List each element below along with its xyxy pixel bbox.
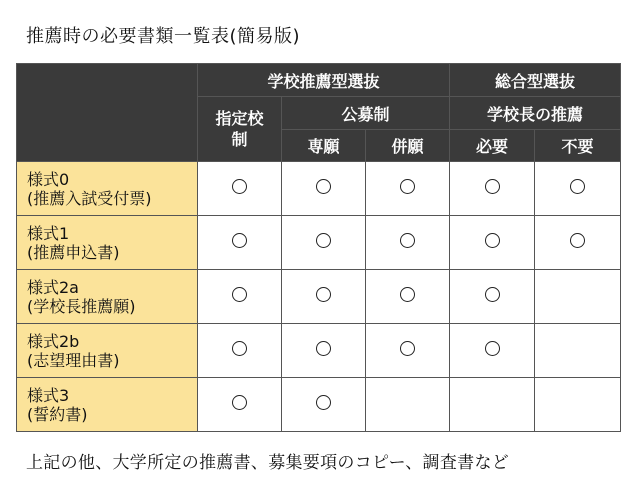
header-sub-3: 不要: [535, 130, 621, 162]
mark-cell: [282, 270, 366, 324]
mark-cell: [366, 324, 450, 378]
mark-cell: [366, 216, 450, 270]
row-form-description: (学校長推薦願): [27, 296, 136, 316]
header-designated-label: 指定校制: [215, 109, 264, 149]
mark-cell: [282, 378, 366, 432]
row-form-description: (志望理由書): [27, 350, 120, 370]
mark-cell: [282, 216, 366, 270]
required-circle-icon: [400, 233, 415, 248]
mark-cell: [366, 162, 450, 216]
row-label: [17, 162, 198, 216]
mark-cell: [450, 324, 535, 378]
required-circle-icon: [400, 287, 415, 302]
mark-cell: [450, 216, 535, 270]
required-circle-icon: [485, 233, 500, 248]
documents-table: [16, 63, 621, 432]
required-circle-icon: [232, 287, 247, 302]
mark-cell: [535, 270, 621, 324]
footer-note: 上記の他、大学所定の推薦書、募集要項のコピー、調査書など: [26, 453, 510, 473]
table-row: [17, 324, 621, 378]
required-circle-icon: [316, 341, 331, 356]
required-circle-icon: [232, 233, 247, 248]
mark-cell: [198, 324, 282, 378]
row-label: [17, 270, 198, 324]
mark-cell: [282, 162, 366, 216]
header-sub-2: 必要: [450, 130, 535, 162]
required-circle-icon: [485, 287, 500, 302]
mark-cell: [535, 378, 621, 432]
required-circle-icon: [316, 287, 331, 302]
mark-cell: [366, 270, 450, 324]
mark-cell: [198, 162, 282, 216]
header-comprehensive: 総合型選抜: [450, 64, 621, 97]
row-form-description: (推薦申込書): [27, 242, 120, 262]
row-label: [17, 378, 198, 432]
required-circle-icon: [316, 395, 331, 410]
required-circle-icon: [316, 179, 331, 194]
required-circle-icon: [232, 341, 247, 356]
required-circle-icon: [400, 341, 415, 356]
row-label: [17, 324, 198, 378]
required-circle-icon: [485, 341, 500, 356]
required-circle-icon: [232, 395, 247, 410]
required-circle-icon: [570, 233, 585, 248]
required-circle-icon: [485, 179, 500, 194]
required-circle-icon: [400, 179, 415, 194]
mark-cell: [198, 378, 282, 432]
row-form-description: (推薦入試受付票): [27, 188, 152, 208]
required-circle-icon: [570, 179, 585, 194]
corner-header: [17, 64, 198, 162]
table-row: [17, 270, 621, 324]
required-circle-icon: [232, 179, 247, 194]
table-row: [17, 162, 621, 216]
mark-cell: [366, 378, 450, 432]
mark-cell: [282, 324, 366, 378]
mark-cell: [535, 162, 621, 216]
row-form-name: 様式2a: [27, 277, 79, 297]
table-row: [17, 216, 621, 270]
header-principal: 学校長の推薦: [450, 97, 621, 130]
mark-cell: [535, 216, 621, 270]
mark-cell: [198, 270, 282, 324]
header-sub-0: 専願: [282, 130, 366, 162]
mark-cell: [450, 378, 535, 432]
page-title: 推薦時の必要書類一覧表(簡易版): [26, 26, 301, 47]
required-circle-icon: [316, 233, 331, 248]
mark-cell: [450, 162, 535, 216]
row-form-name: 様式3: [27, 385, 70, 405]
header-designated: [198, 97, 282, 162]
header-school-recommendation: 学校推薦型選抜: [198, 64, 450, 97]
table-row: [17, 378, 621, 432]
mark-cell: [450, 270, 535, 324]
header-sub-1: 併願: [366, 130, 450, 162]
row-form-description: (誓約書): [27, 404, 88, 424]
header-public: 公募制: [282, 97, 450, 130]
row-form-name: 様式2b: [27, 331, 80, 351]
row-label: [17, 216, 198, 270]
mark-cell: [198, 216, 282, 270]
row-form-name: 様式1: [27, 223, 70, 243]
row-form-name: 様式0: [27, 169, 70, 189]
mark-cell: [535, 324, 621, 378]
